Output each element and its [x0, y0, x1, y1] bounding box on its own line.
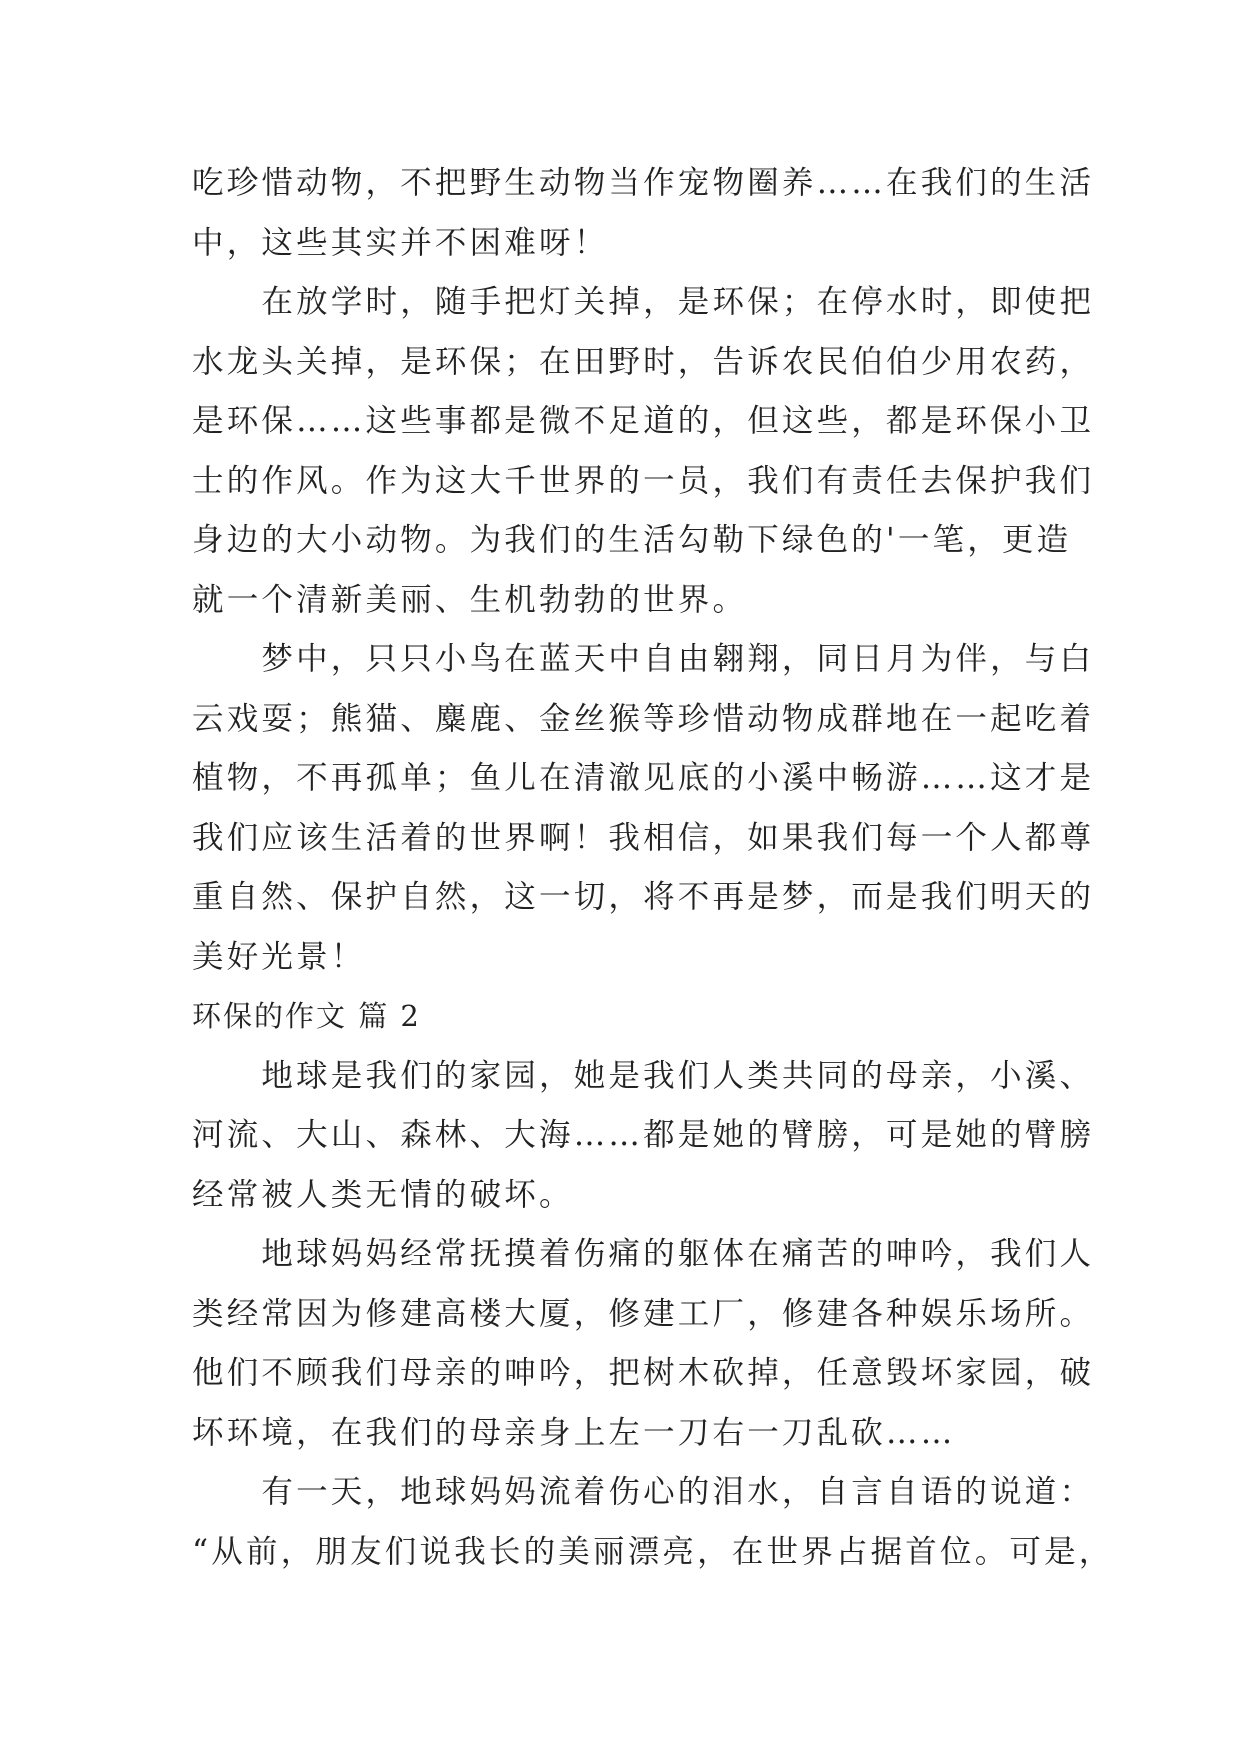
text-line: 植物，不再孤单；鱼儿在清澈见底的小溪中畅游……这才是: [192, 760, 1095, 796]
paragraph: [192, 1047, 1095, 1226]
text-line: 水龙头关掉，是环保；在田野时，告诉农民伯伯少用农药，: [192, 343, 1095, 380]
text-line: 吃珍惜动物，不把野生动物当作宠物圈养……在我们的生活: [192, 165, 1095, 201]
text-line: 坏环境，在我们的母亲身上左一刀右一刀乱砍……: [192, 1414, 956, 1451]
section-heading: [192, 987, 1052, 1047]
text-line: 地球是我们的家园，她是我们人类共同的母亲，小溪、: [192, 1057, 1095, 1094]
text-line: 地球妈妈经常抚摸着伤痛的躯体在痛苦的呻吟，我们人: [192, 1236, 1095, 1272]
text-line: 梦中，只只小鸟在蓝天中自由翱翔，同日月为伴，与白: [192, 641, 1095, 677]
text-line: 他们不顾我们母亲的呻吟，把树木砍掉，任意毁坏家园，破: [192, 1355, 1095, 1391]
text-line: 在放学时，随手把灯关掉，是环保；在停水时，即使把: [192, 284, 1095, 320]
text-line: 中，这些其实并不困难呀！: [192, 224, 609, 261]
heading-text: 环保的作文 篇 2: [192, 999, 421, 1033]
text-line: 士的作风。作为这大千世界的一员，我们有责任去保护我们: [192, 462, 1095, 499]
paragraph: [192, 154, 1095, 273]
paragraph: [192, 1225, 1095, 1463]
text-line: 我们应该生活着的世界啊！我相信，如果我们每一个人都尊: [192, 819, 1095, 856]
text-line: 重自然、保护自然，这一切，将不再是梦，而是我们明天的: [192, 879, 1095, 915]
paragraph: [192, 1463, 1114, 1582]
text-line: 经常被人类无情的破坏。: [192, 1176, 574, 1213]
text-line: 身边的大小动物。为我们的生活勾勒下绿色的'一笔，更造: [192, 522, 1072, 558]
document-body: [192, 154, 1114, 1582]
text-line: 类经常因为修建高楼大厦，修建工厂，修建各种娱乐场所。: [192, 1295, 1095, 1332]
paragraph: [192, 273, 1095, 630]
text-line: 美好光景！: [192, 938, 366, 975]
text-line: 就一个清新美丽、生机勃勃的世界。: [192, 581, 748, 618]
text-line: 是环保……这些事都是微不足道的，但这些，都是环保小卫: [192, 403, 1095, 439]
text-line: 河流、大山、森林、大海……都是她的臂膀，可是她的臂膀: [192, 1117, 1095, 1153]
text-line: “从前，朋友们说我长的美丽漂亮，在世界占据首位。可是，: [192, 1533, 1114, 1570]
text-line: 云戏耍；熊猫、麋鹿、金丝猴等珍惜动物成群地在一起吃着: [192, 700, 1095, 737]
paragraph: [192, 630, 1095, 987]
text-line: 有一天，地球妈妈流着伤心的泪水，自言自语的说道：: [192, 1474, 1095, 1510]
